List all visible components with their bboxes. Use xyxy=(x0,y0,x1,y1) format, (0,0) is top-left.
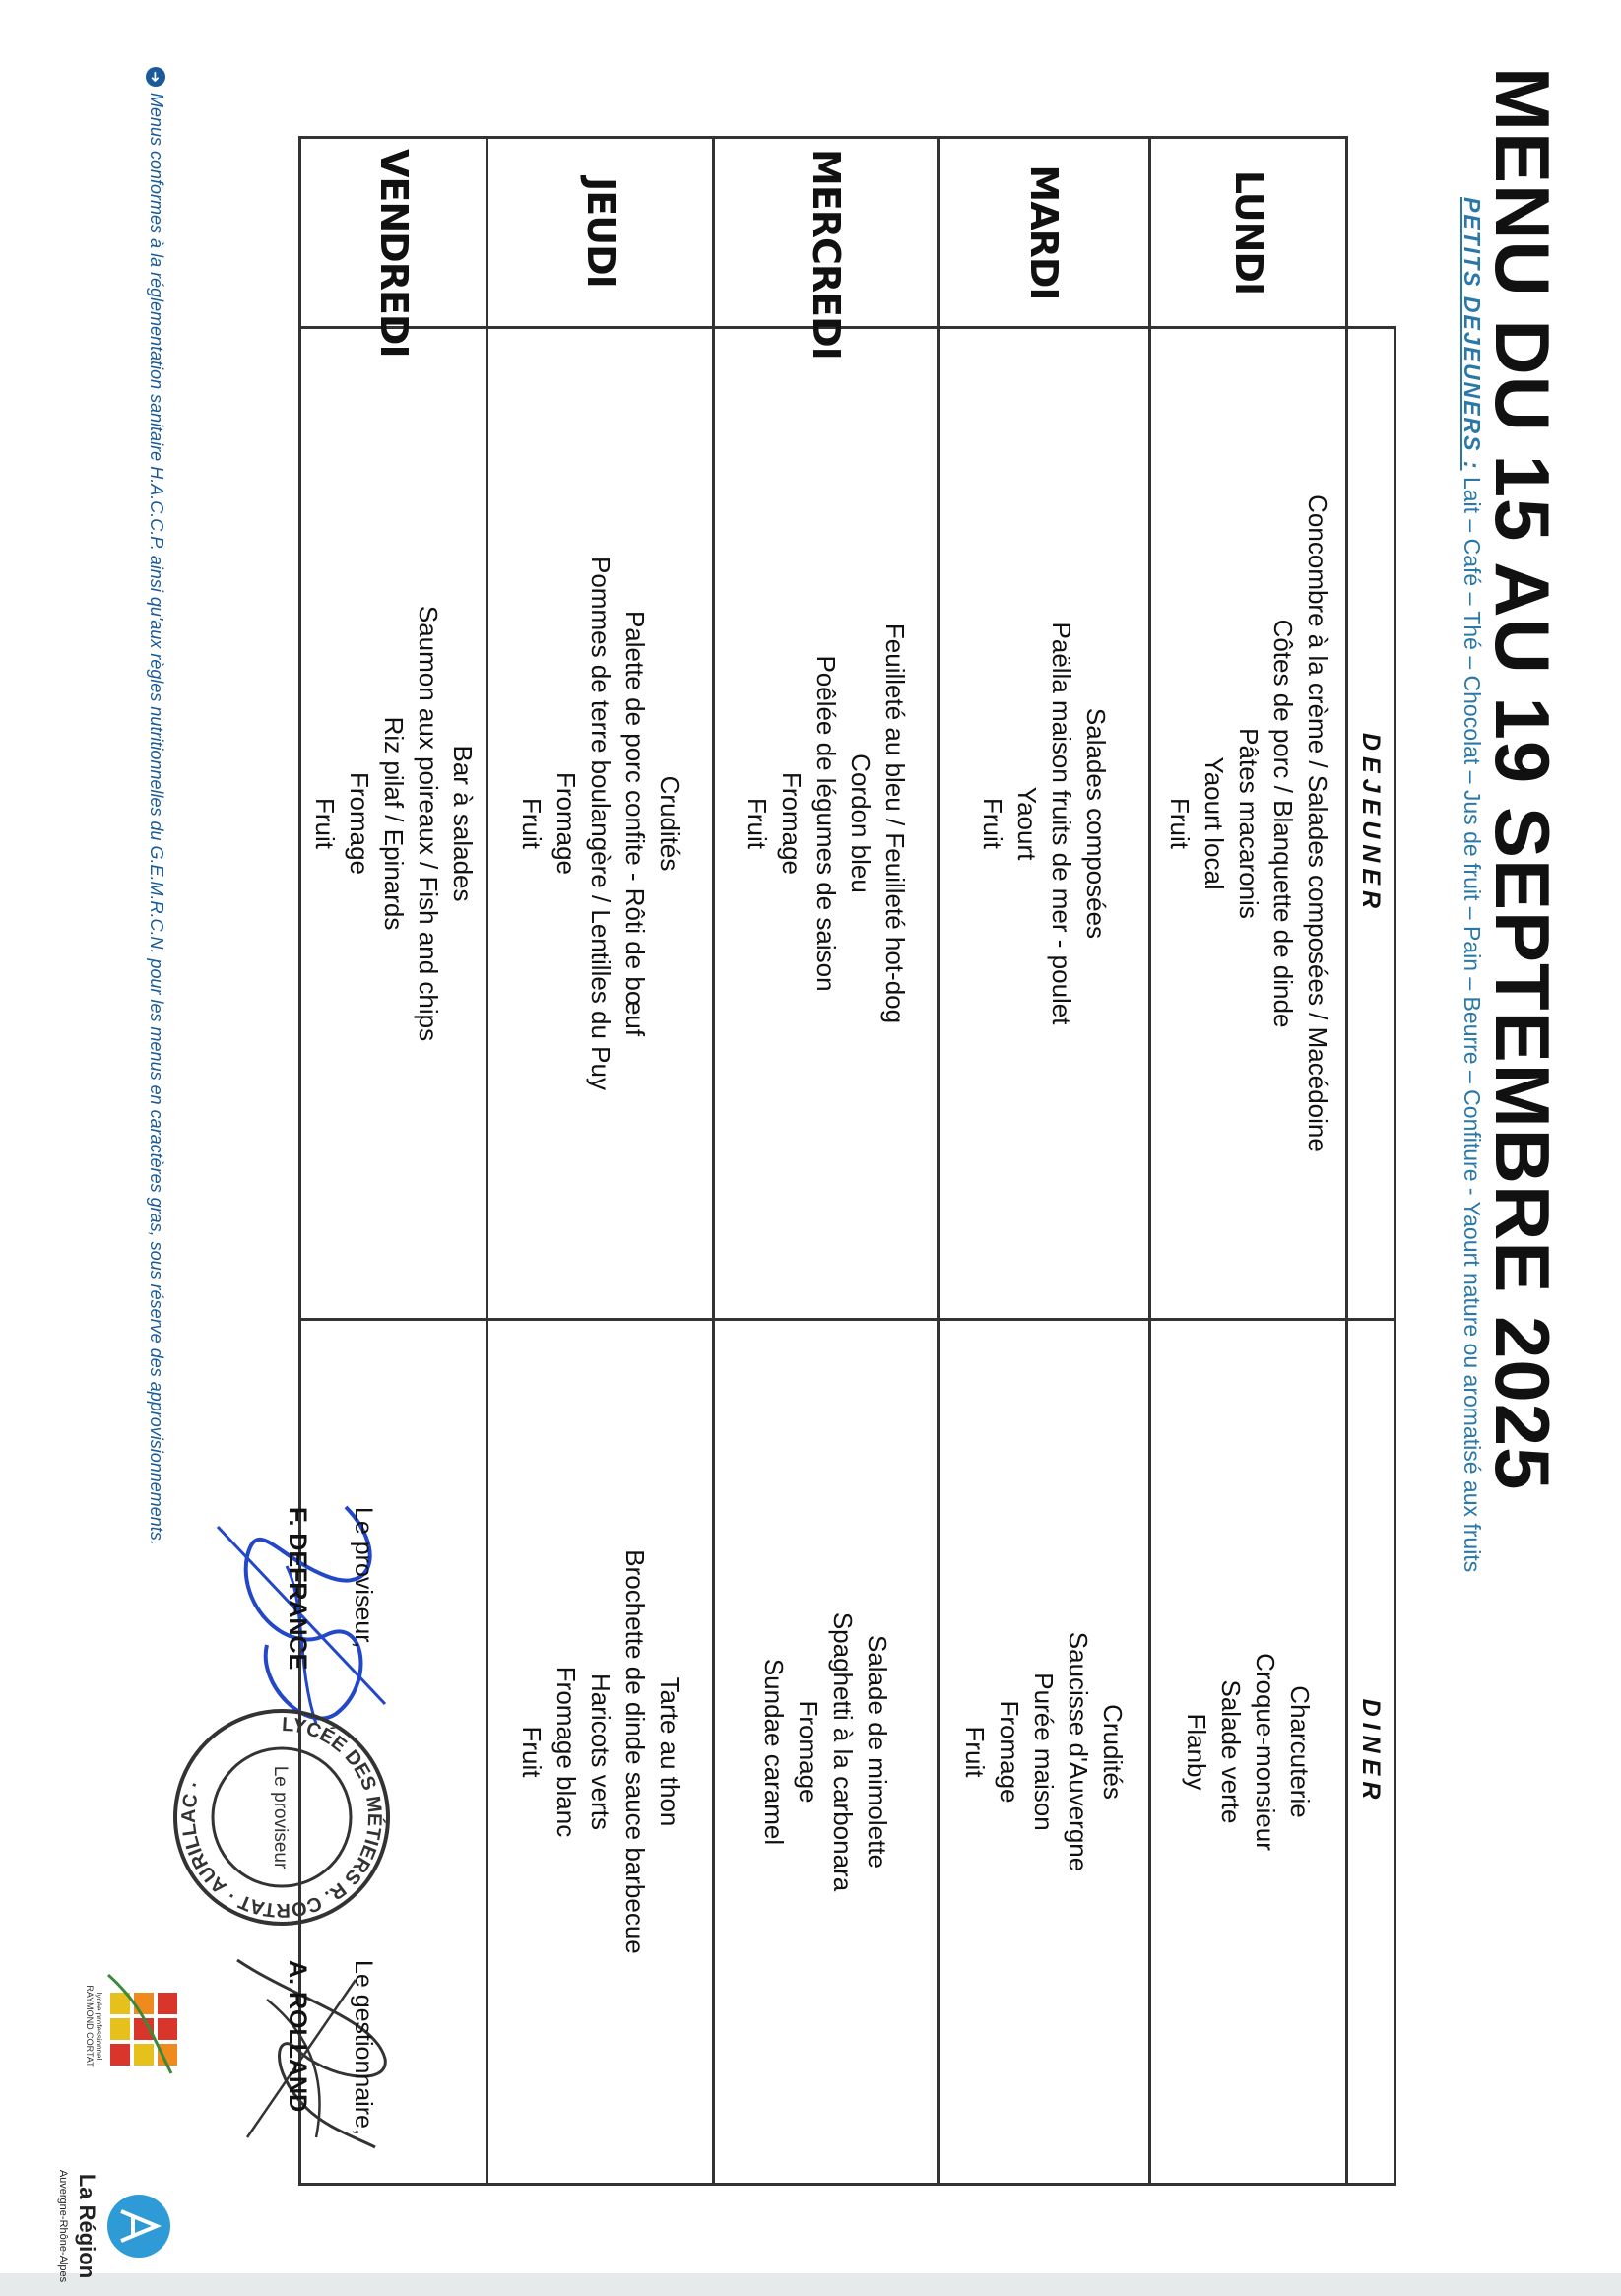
dejeuner-item: Fruit xyxy=(310,798,340,849)
diner-item: Salade de mimolette xyxy=(863,1634,893,1870)
region-logo-sub: Auvergne-Rhône-Alpes xyxy=(57,2169,69,2283)
menu-row xyxy=(714,138,939,2185)
diner-item: Fromage xyxy=(794,1700,824,1804)
dejeuner-item: Yaourt local xyxy=(1200,756,1229,890)
diner-item: Sundae caramel xyxy=(759,1658,790,1846)
dejeuner-item: Fromage xyxy=(777,771,807,876)
diner-item: Fromage xyxy=(995,1700,1025,1804)
diner-item: Fruit xyxy=(517,1726,547,1778)
gestionnaire-role: Le gestionnaire, xyxy=(350,1960,377,2135)
menu-table xyxy=(298,136,1396,2186)
day-label: LUNDI xyxy=(1150,138,1347,328)
diner-item: Salade verte xyxy=(1216,1679,1247,1824)
diner-cell xyxy=(714,1320,939,2185)
diner-item: Tarte au thon xyxy=(655,1676,684,1827)
menu-row xyxy=(939,138,1150,2185)
dejeuner-cell xyxy=(300,328,487,1320)
diner-item: Brochette de dinde sauce barbecue xyxy=(620,1549,650,1954)
proviseur-role: Le proviseur, xyxy=(350,1507,377,1649)
diner-cell xyxy=(939,1320,1150,2185)
dejeuner-item: Poêlée de légumes de saison xyxy=(811,655,841,992)
lycee-logo-line2: RAYMOND CORTAT xyxy=(85,1985,95,2067)
dejeuner-item: Pommes de terre boulangère / Lentilles du Puy xyxy=(586,557,616,1090)
diner-item: Purée maison xyxy=(1029,1673,1060,1831)
dejeuner-item: Cordon bleu xyxy=(846,754,875,893)
dejeuner-cell xyxy=(1150,328,1347,1320)
diner-item: Saucisse d'Auvergne xyxy=(1064,1631,1094,1872)
dejeuner-item: Pâtes macaronis xyxy=(1234,728,1264,919)
diner-cell xyxy=(487,1320,714,2185)
dejeuner-item: Fruit xyxy=(743,798,772,849)
dejeuner-item: Côtes de porc / Blanquette de dinde xyxy=(1268,619,1298,1028)
header-dejeuner: DEJEUNER xyxy=(1347,328,1395,1320)
diner-item: Charcuterie xyxy=(1285,1685,1316,1818)
dejeuner-item: Fruit xyxy=(978,798,1007,849)
day-label: JEUDI xyxy=(487,138,714,328)
dejeuner-item: Fromage xyxy=(345,771,374,876)
dejeuner-item: Yaourt xyxy=(1012,786,1042,861)
dejeuner-cell xyxy=(487,328,714,1320)
proviseur-name: F. DEFRANCE xyxy=(284,1507,311,1671)
stamp-inner-text: Le proviseur xyxy=(270,1765,291,1870)
lycee-logo-line1: lycée professionnel xyxy=(95,1992,103,2061)
header-diner: DINER xyxy=(1347,1320,1395,2185)
header-blank-cell xyxy=(1347,138,1395,328)
diner-item: Fromage blanc xyxy=(551,1666,581,1838)
day-label: MERCREDI xyxy=(714,138,939,328)
arrow-circle-icon: ➜ xyxy=(146,67,165,87)
table-header-row xyxy=(1347,138,1395,2185)
dejeuner-item: Feuilleté au bleu / Feuilleté hot-dog xyxy=(880,623,910,1024)
school-stamp xyxy=(168,1704,395,1931)
gestionnaire-signature-block xyxy=(283,1960,377,2135)
petits-dejeuners-line xyxy=(1459,197,1485,1572)
dejeuner-item: Crudités xyxy=(655,775,684,872)
day-label: VENDREDI xyxy=(300,138,487,328)
dejeuner-item: Riz pilaf / Epinards xyxy=(379,716,409,931)
dejeuner-cell xyxy=(939,328,1150,1320)
stamp-outer-text: LYCÉE DES MÉTIERS R. CORTAT · AURILLAC · xyxy=(177,1713,386,1922)
menu-body xyxy=(300,138,1347,2185)
dejeuner-item: Fruit xyxy=(1165,798,1195,849)
dejeuner-item: Paëlla maison fruits de mer - poulet xyxy=(1047,622,1076,1025)
dejeuner-item: Fruit xyxy=(517,798,547,849)
diner-item: Fruit xyxy=(960,1726,991,1778)
dejeuner-item: Palette de porc confite - Rôti de bœuf xyxy=(620,610,650,1037)
diner-item: Haricots verts xyxy=(586,1673,616,1830)
footer-note xyxy=(146,67,166,1545)
menu-row xyxy=(487,138,714,2185)
lycee-cortat-logo xyxy=(83,1965,181,2083)
dejeuner-item: Concombre à la crème / Salades composées / Macédoine xyxy=(1303,494,1332,1152)
gestionnaire-name: A. ROLLAND xyxy=(284,1960,311,2113)
menu-title: MENU DU 15 AU 19 SEPTEMBRE 2025 xyxy=(1479,67,1566,1491)
diner-item: Spaghetti à la carbonara xyxy=(828,1611,859,1892)
diner-item: Croque-monsieur xyxy=(1251,1653,1281,1851)
dejeuner-item: Bar à salades xyxy=(448,745,478,902)
diner-item: Crudités xyxy=(1098,1704,1129,1800)
petits-dejeuners-items: Lait – Café – Thé – Chocolat – Jus de fruit – Pain – Beurre – Confiture - Yaourt nature ou aromatisé aux fruits xyxy=(1459,476,1485,1573)
diner-cell xyxy=(1150,1320,1347,2185)
menu-row xyxy=(1150,138,1347,2185)
diner-item: Flanby xyxy=(1182,1713,1212,1791)
petits-dejeuners-label: PETITS DEJEUNERS : xyxy=(1459,197,1485,471)
dejeuner-item: Salades composées xyxy=(1081,707,1111,940)
footer-text: Menus conformes à la réglementation sanitaire H.A.C.C.P. ainsi qu'aux règles nutritionnelles du G.E.M.R.C.N. pour les menus en caractères gras, sous réserve des approvisionnements. xyxy=(147,93,166,1545)
dejeuner-item: Fromage xyxy=(551,771,581,876)
region-auvergne-rhone-alpes-logo xyxy=(31,2162,178,2290)
proviseur-signature-block xyxy=(283,1507,377,1670)
dejeuner-cell xyxy=(714,328,939,1320)
region-logo-name: La Région xyxy=(75,2173,99,2279)
day-label: MARDI xyxy=(939,138,1150,328)
dejeuner-item: Saumon aux poireaux / Fish and chips xyxy=(414,605,443,1042)
